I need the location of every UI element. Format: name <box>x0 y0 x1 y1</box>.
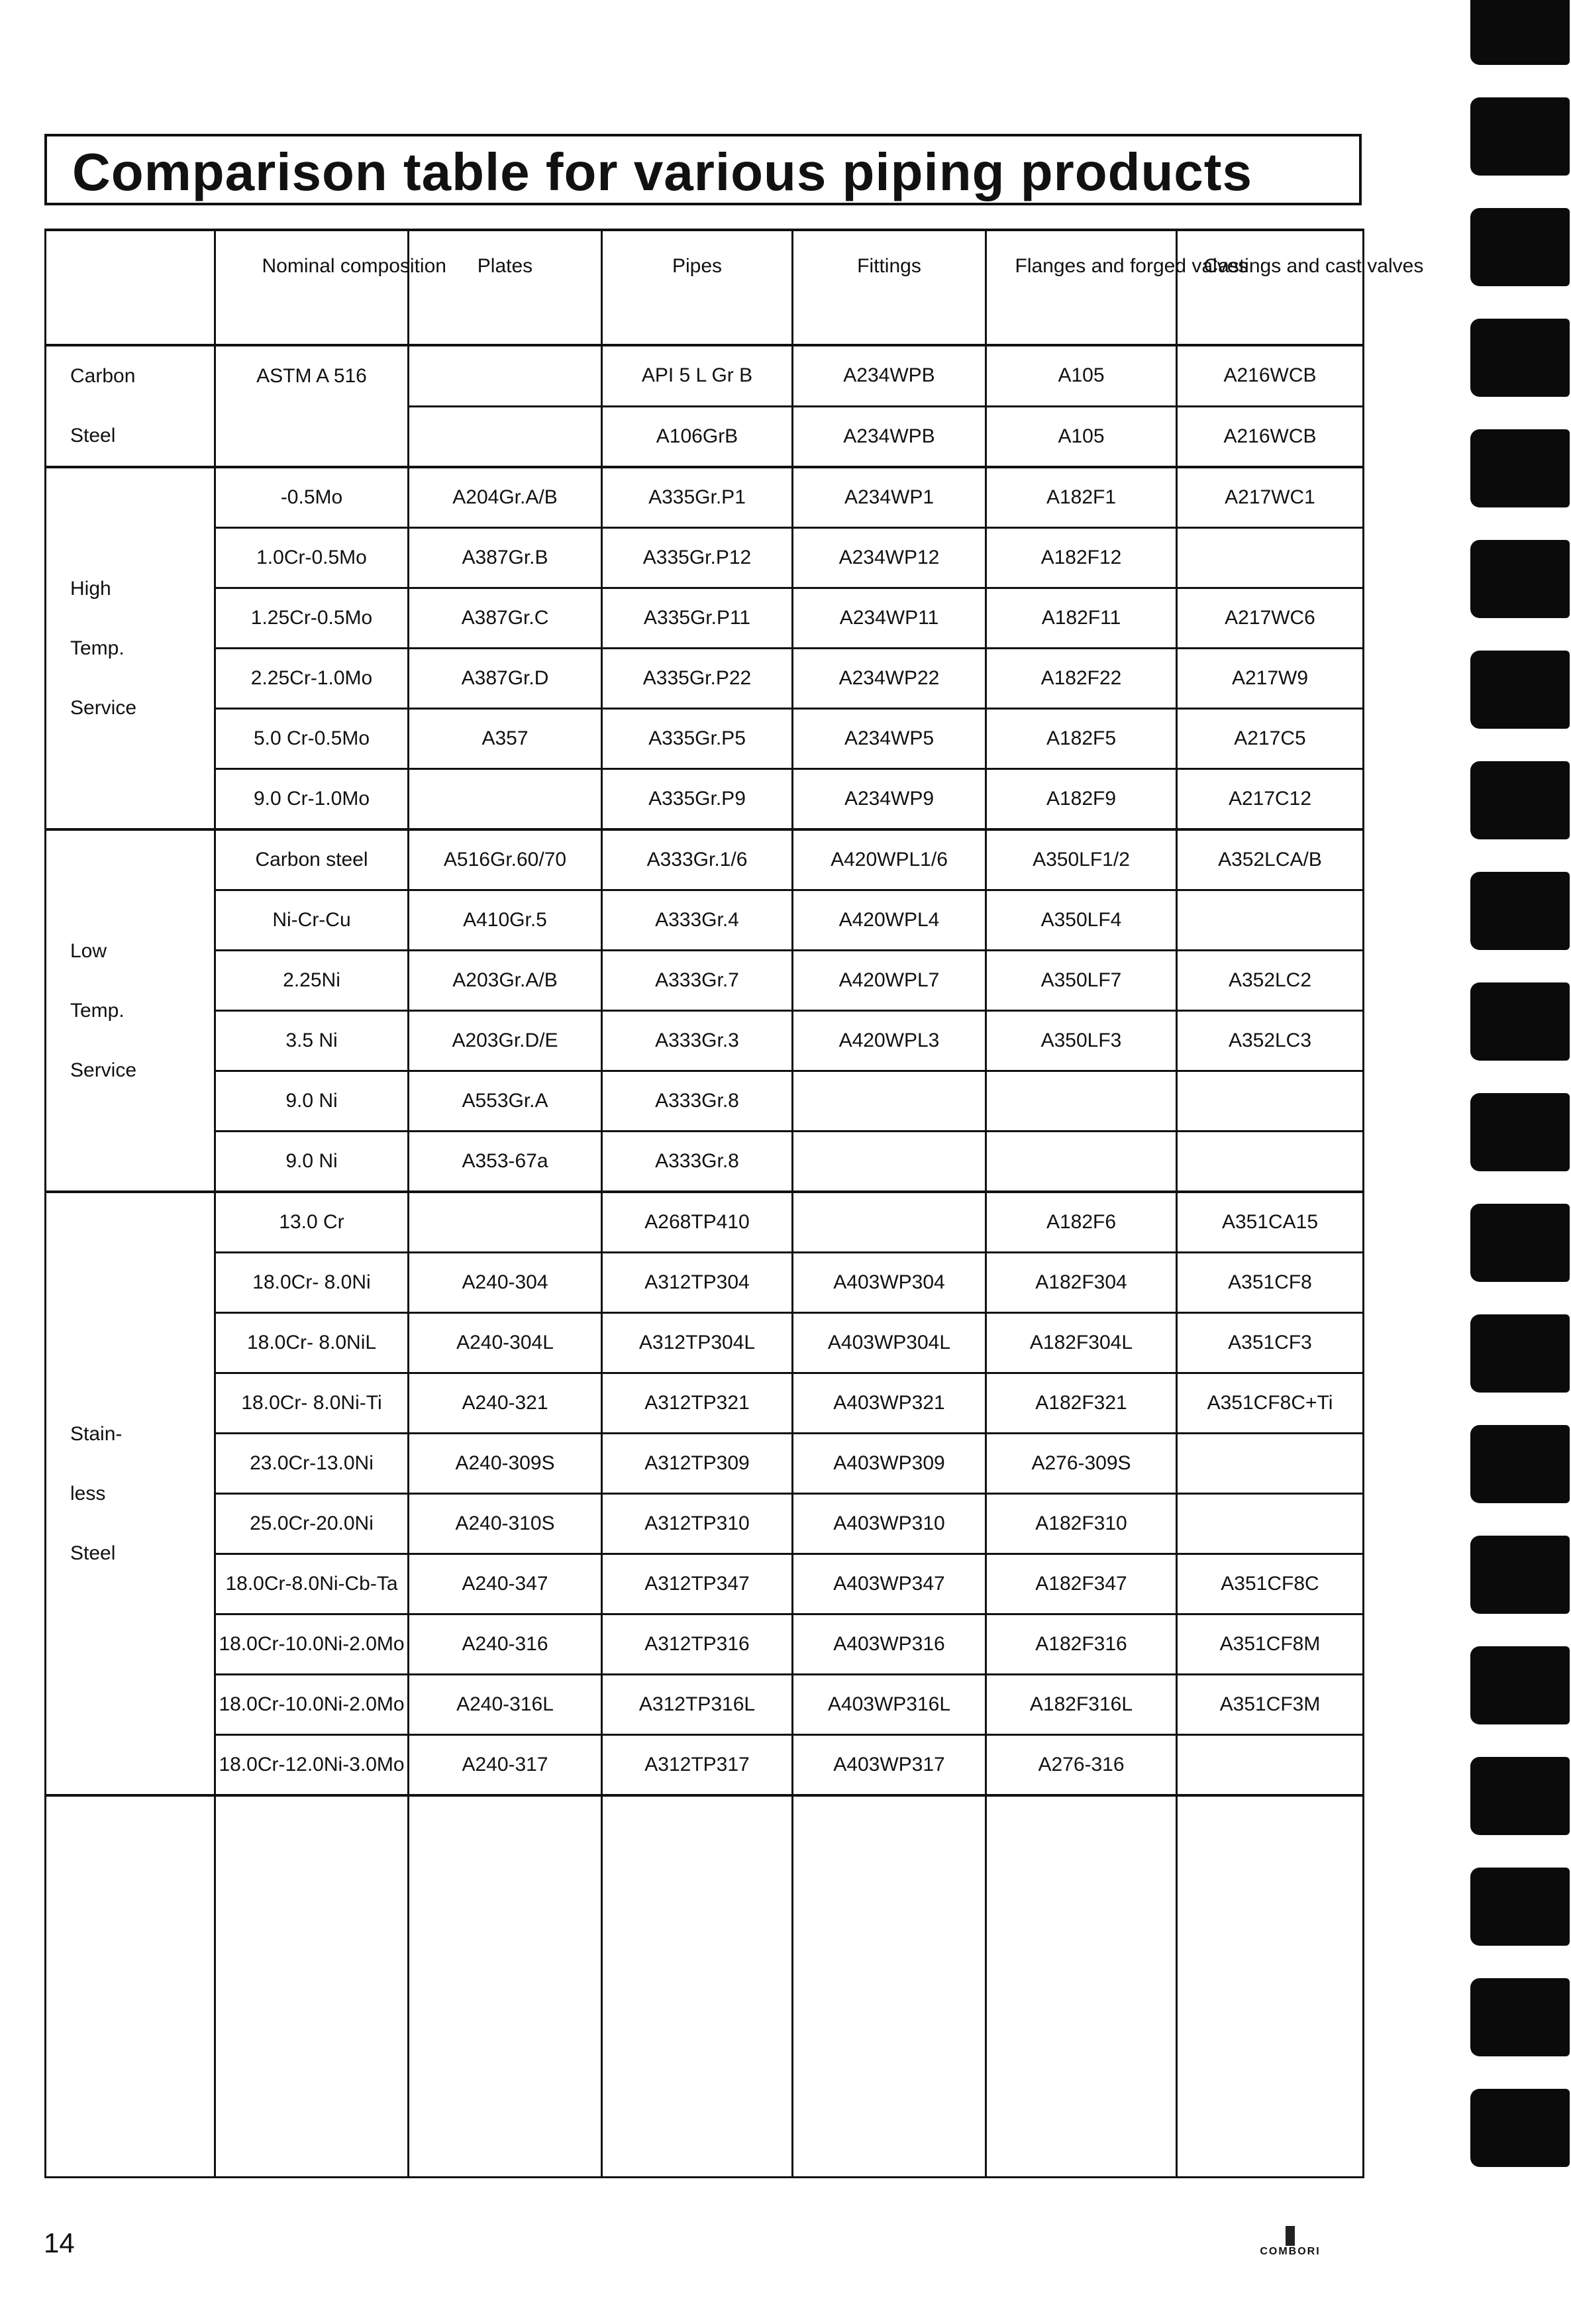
cell-pipes: A335Gr.P22 <box>602 649 793 709</box>
cell-plates: A240-321 <box>409 1373 602 1434</box>
composition-cell: 18.0Cr-10.0Ni-2.0Mo <box>215 1675 409 1735</box>
cell-fittings: A420WPL7 <box>793 951 986 1011</box>
cell-fittings: A420WPL4 <box>793 890 986 951</box>
group-label-line: Carbon <box>70 365 136 387</box>
cell-fittings: A234WP5 <box>793 709 986 769</box>
cell-flanges: A350LF3 <box>986 1011 1177 1071</box>
cell-fittings: A234WPB <box>793 406 986 467</box>
table-row <box>46 1735 1364 1796</box>
cell-plates: A516Gr.60/70 <box>409 829 602 890</box>
table-row <box>46 467 1364 528</box>
composition-cell: 9.0 Ni <box>215 1071 409 1132</box>
cell-flanges: A182F310 <box>986 1494 1177 1554</box>
composition-cell: 18.0Cr-12.0Ni-3.0Mo <box>215 1735 409 1796</box>
cell-castings: A217C12 <box>1177 769 1364 830</box>
index-tab <box>1470 651 1570 729</box>
blank-cell <box>1177 1795 1364 2178</box>
index-tab <box>1470 872 1570 950</box>
cell-plates: A240-347 <box>409 1554 602 1614</box>
cell-castings: A351CF8C+Ti <box>1177 1373 1364 1434</box>
cell-plates: A240-309S <box>409 1434 602 1494</box>
composition-cell: 2.25Ni <box>215 951 409 1011</box>
blank-row <box>46 1795 1364 2178</box>
cell-plates: A240-310S <box>409 1494 602 1554</box>
cell-plates <box>409 769 602 830</box>
cell-flanges: A350LF1/2 <box>986 829 1177 890</box>
blank-cell <box>986 1795 1177 2178</box>
cell-pipes: A268TP410 <box>602 1192 793 1253</box>
group-label-line: High <box>70 577 111 600</box>
table-row <box>46 1554 1364 1614</box>
index-tab <box>1470 208 1570 286</box>
cell-flanges: A276-309S <box>986 1434 1177 1494</box>
header-group <box>46 230 215 345</box>
cell-fittings: A403WP304 <box>793 1253 986 1313</box>
cell-castings: A352LC3 <box>1177 1011 1364 1071</box>
cell-fittings: A403WP309 <box>793 1434 986 1494</box>
table-row <box>46 528 1364 588</box>
cell-plates: A387Gr.B <box>409 528 602 588</box>
index-tab <box>1470 1425 1570 1503</box>
cell-pipes: A333Gr.8 <box>602 1132 793 1192</box>
cell-flanges: A105 <box>986 406 1177 467</box>
cell-fittings: A403WP317 <box>793 1735 986 1796</box>
table-row <box>46 829 1364 890</box>
cell-pipes: A312TP316 <box>602 1614 793 1675</box>
table-row <box>46 1253 1364 1313</box>
logo-mark-icon <box>1286 2226 1295 2246</box>
cell-fittings: A234WP11 <box>793 588 986 649</box>
table-row <box>46 1313 1364 1373</box>
title-box <box>44 134 1362 205</box>
index-tab <box>1470 1204 1570 1282</box>
cell-fittings <box>793 1192 986 1253</box>
cell-flanges: A182F6 <box>986 1192 1177 1253</box>
cell-pipes: A312TP321 <box>602 1373 793 1434</box>
composition-cell: 25.0Cr-20.0Ni <box>215 1494 409 1554</box>
logo-text: COMBORI <box>1260 2246 1321 2257</box>
cell-pipes: A312TP347 <box>602 1554 793 1614</box>
header-castings-label: Castings and cast valves <box>1203 255 1424 277</box>
header-plates: Plates <box>409 230 602 345</box>
cell-fittings: A403WP304L <box>793 1313 986 1373</box>
cell-pipes: A333Gr.4 <box>602 890 793 951</box>
header-composition <box>215 230 446 345</box>
table-row <box>46 1373 1364 1434</box>
index-tab <box>1470 540 1570 618</box>
index-tab <box>1470 761 1570 839</box>
table-row <box>46 769 1364 830</box>
cell-castings <box>1177 1132 1364 1192</box>
header-fittings: Fittings <box>793 230 986 345</box>
cell-fittings <box>793 1071 986 1132</box>
composition-cell: 5.0 Cr-0.5Mo <box>215 709 409 769</box>
index-tab <box>1470 319 1570 397</box>
cell-plates <box>409 1192 602 1253</box>
cell-plates: A240-316L <box>409 1675 602 1735</box>
index-tab <box>1470 0 1570 65</box>
composition-cell: 18.0Cr-10.0Ni-2.0Mo <box>215 1614 409 1675</box>
cell-castings: A352LCA/B <box>1177 829 1364 890</box>
index-tab <box>1470 1314 1570 1393</box>
table-row <box>46 1192 1364 1253</box>
cell-castings <box>1177 1494 1364 1554</box>
cell-fittings: A234WP22 <box>793 649 986 709</box>
composition-cell: 3.5 Ni <box>215 1011 409 1071</box>
group-label-high <box>46 467 215 829</box>
group-label-line: Low <box>70 939 107 962</box>
cell-pipes: A333Gr.1/6 <box>602 829 793 890</box>
cell-plates: A553Gr.A <box>409 1071 602 1132</box>
cell-pipes: A106GrB <box>602 406 793 467</box>
cell-fittings: A234WPB <box>793 345 986 406</box>
index-tab <box>1470 429 1570 507</box>
header-composition-label: Nominal composition <box>262 255 446 277</box>
header-flanges-label: Flanges and forged valves <box>1015 255 1248 277</box>
cell-fittings: A234WP12 <box>793 528 986 588</box>
group-label-low <box>46 829 215 1192</box>
table-row <box>46 588 1364 649</box>
cell-fittings: A420WPL1/6 <box>793 829 986 890</box>
cell-flanges: A350LF4 <box>986 890 1177 951</box>
cell-flanges: A182F9 <box>986 769 1177 830</box>
group-label-line: Steel <box>70 425 116 447</box>
index-tab <box>1470 982 1570 1061</box>
cell-flanges <box>986 1132 1177 1192</box>
cell-pipes: A335Gr.P12 <box>602 528 793 588</box>
blank-cell <box>602 1795 793 2178</box>
cell-plates: A240-304L <box>409 1313 602 1373</box>
cell-flanges: A182F12 <box>986 528 1177 588</box>
cell-fittings: A403WP316 <box>793 1614 986 1675</box>
cell-fittings: A234WP1 <box>793 467 986 528</box>
cell-castings: A217WC6 <box>1177 588 1364 649</box>
cell-castings <box>1177 890 1364 951</box>
cell-castings <box>1177 1735 1364 1796</box>
composition-cell: 9.0 Ni <box>215 1132 409 1192</box>
table-row <box>46 1675 1364 1735</box>
cell-plates: A387Gr.C <box>409 588 602 649</box>
cell-flanges: A105 <box>986 345 1177 406</box>
cell-pipes: A335Gr.P9 <box>602 769 793 830</box>
composition-cell: 13.0 Cr <box>215 1192 409 1253</box>
blank-cell <box>215 1795 409 2178</box>
header-row <box>46 230 1364 345</box>
blank-cell <box>46 1795 215 2178</box>
cell-pipes: A335Gr.P11 <box>602 588 793 649</box>
group-label-carbon <box>46 345 215 467</box>
table-row <box>46 345 1364 406</box>
cell-flanges: A182F321 <box>986 1373 1177 1434</box>
cell-pipes: A312TP316L <box>602 1675 793 1735</box>
cell-plates: A387Gr.D <box>409 649 602 709</box>
table-row <box>46 1614 1364 1675</box>
cell-castings: A351CA15 <box>1177 1192 1364 1253</box>
cell-flanges: A182F316 <box>986 1614 1177 1675</box>
cell-plates: A240-316 <box>409 1614 602 1675</box>
cell-castings <box>1177 1071 1364 1132</box>
cell-plates: A353-67a <box>409 1132 602 1192</box>
cell-flanges: A182F304 <box>986 1253 1177 1313</box>
cell-pipes: A333Gr.7 <box>602 951 793 1011</box>
index-tab <box>1470 1646 1570 1724</box>
table-row <box>46 1071 1364 1132</box>
index-tab <box>1470 1536 1570 1614</box>
composition-cell: ASTM A 516 <box>215 345 409 467</box>
header-pipes: Pipes <box>602 230 793 345</box>
group-label-line: Steel <box>70 1542 116 1564</box>
cell-plates: A357 <box>409 709 602 769</box>
blank-cell <box>409 1795 602 2178</box>
index-tab <box>1470 97 1570 176</box>
table-row <box>46 1434 1364 1494</box>
publisher-logo <box>1250 2226 1330 2266</box>
index-tab <box>1470 1093 1570 1171</box>
page-title: Comparison table for various piping products <box>72 142 1252 201</box>
cell-castings: A351CF8C <box>1177 1554 1364 1614</box>
table-row <box>46 1011 1364 1071</box>
cell-flanges: A182F22 <box>986 649 1177 709</box>
cell-fittings: A403WP316L <box>793 1675 986 1735</box>
cell-fittings: A403WP321 <box>793 1373 986 1434</box>
cell-castings: A217WC1 <box>1177 467 1364 528</box>
cell-pipes: A312TP310 <box>602 1494 793 1554</box>
group-label-line: Temp. <box>70 999 125 1022</box>
composition-cell: 18.0Cr- 8.0Ni <box>215 1253 409 1313</box>
cell-castings: A352LC2 <box>1177 951 1364 1011</box>
index-tabs <box>1470 0 1571 2324</box>
cell-fittings <box>793 1132 986 1192</box>
cell-castings: A216WCB <box>1177 345 1364 406</box>
group-label-line: less <box>70 1482 106 1505</box>
table-row <box>46 951 1364 1011</box>
table-row <box>46 890 1364 951</box>
cell-castings <box>1177 1434 1364 1494</box>
comparison-table <box>44 229 1424 2178</box>
cell-pipes: API 5 L Gr B <box>602 345 793 406</box>
table-row <box>46 709 1364 769</box>
composition-cell: 1.0Cr-0.5Mo <box>215 528 409 588</box>
blank-cell <box>793 1795 986 2178</box>
cell-flanges: A350LF7 <box>986 951 1177 1011</box>
cell-castings: A216WCB <box>1177 406 1364 467</box>
composition-cell: Ni-Cr-Cu <box>215 890 409 951</box>
cell-flanges: A182F347 <box>986 1554 1177 1614</box>
cell-castings: A351CF3 <box>1177 1313 1364 1373</box>
table-row <box>46 1132 1364 1192</box>
group-label-line: Service <box>70 696 137 719</box>
cell-pipes: A333Gr.3 <box>602 1011 793 1071</box>
cell-castings: A217W9 <box>1177 649 1364 709</box>
cell-castings: A217C5 <box>1177 709 1364 769</box>
composition-cell: 18.0Cr- 8.0NiL <box>215 1313 409 1373</box>
cell-flanges: A182F304L <box>986 1313 1177 1373</box>
cell-plates <box>409 406 602 467</box>
composition-cell: 2.25Cr-1.0Mo <box>215 649 409 709</box>
header-castings <box>1177 230 1424 345</box>
cell-plates: A410Gr.5 <box>409 890 602 951</box>
cell-pipes: A312TP304L <box>602 1313 793 1373</box>
cell-flanges: A276-316 <box>986 1735 1177 1796</box>
group-label-stainless <box>46 1192 215 1795</box>
composition-cell: 23.0Cr-13.0Ni <box>215 1434 409 1494</box>
composition-cell: 18.0Cr-8.0Ni-Cb-Ta <box>215 1554 409 1614</box>
cell-pipes: A312TP309 <box>602 1434 793 1494</box>
cell-pipes: A312TP304 <box>602 1253 793 1313</box>
header-flanges <box>986 230 1248 345</box>
cell-plates <box>409 345 602 406</box>
cell-fittings: A403WP310 <box>793 1494 986 1554</box>
composition-cell: Carbon steel <box>215 829 409 890</box>
cell-pipes: A333Gr.8 <box>602 1071 793 1132</box>
cell-fittings: A420WPL3 <box>793 1011 986 1071</box>
group-label-line: Temp. <box>70 637 125 659</box>
cell-flanges: A182F316L <box>986 1675 1177 1735</box>
index-tab <box>1470 1757 1570 1835</box>
cell-castings: A351CF8M <box>1177 1614 1364 1675</box>
cell-pipes: A335Gr.P1 <box>602 467 793 528</box>
cell-pipes: A335Gr.P5 <box>602 709 793 769</box>
cell-castings: A351CF3M <box>1177 1675 1364 1735</box>
composition-cell: 18.0Cr- 8.0Ni-Ti <box>215 1373 409 1434</box>
cell-plates: A203Gr.A/B <box>409 951 602 1011</box>
table-row <box>46 1494 1364 1554</box>
cell-flanges: A182F11 <box>986 588 1177 649</box>
index-tab <box>1470 1868 1570 1946</box>
group-label-line: Service <box>70 1059 137 1081</box>
cell-flanges <box>986 1071 1177 1132</box>
composition-cell: 9.0 Cr-1.0Mo <box>215 769 409 830</box>
cell-fittings: A403WP347 <box>793 1554 986 1614</box>
cell-plates: A240-317 <box>409 1735 602 1796</box>
cell-plates: A240-304 <box>409 1253 602 1313</box>
cell-pipes: A312TP317 <box>602 1735 793 1796</box>
group-label-line: Stain- <box>70 1422 123 1445</box>
cell-castings <box>1177 528 1364 588</box>
index-tab <box>1470 1978 1570 2056</box>
composition-cell: 1.25Cr-0.5Mo <box>215 588 409 649</box>
cell-flanges: A182F5 <box>986 709 1177 769</box>
cell-flanges: A182F1 <box>986 467 1177 528</box>
cell-fittings: A234WP9 <box>793 769 986 830</box>
cell-plates: A204Gr.A/B <box>409 467 602 528</box>
cell-castings: A351CF8 <box>1177 1253 1364 1313</box>
page-number: 14 <box>44 2227 75 2258</box>
composition-cell: -0.5Mo <box>215 467 409 528</box>
table-row <box>46 649 1364 709</box>
cell-plates: A203Gr.D/E <box>409 1011 602 1071</box>
index-tab <box>1470 2089 1570 2167</box>
